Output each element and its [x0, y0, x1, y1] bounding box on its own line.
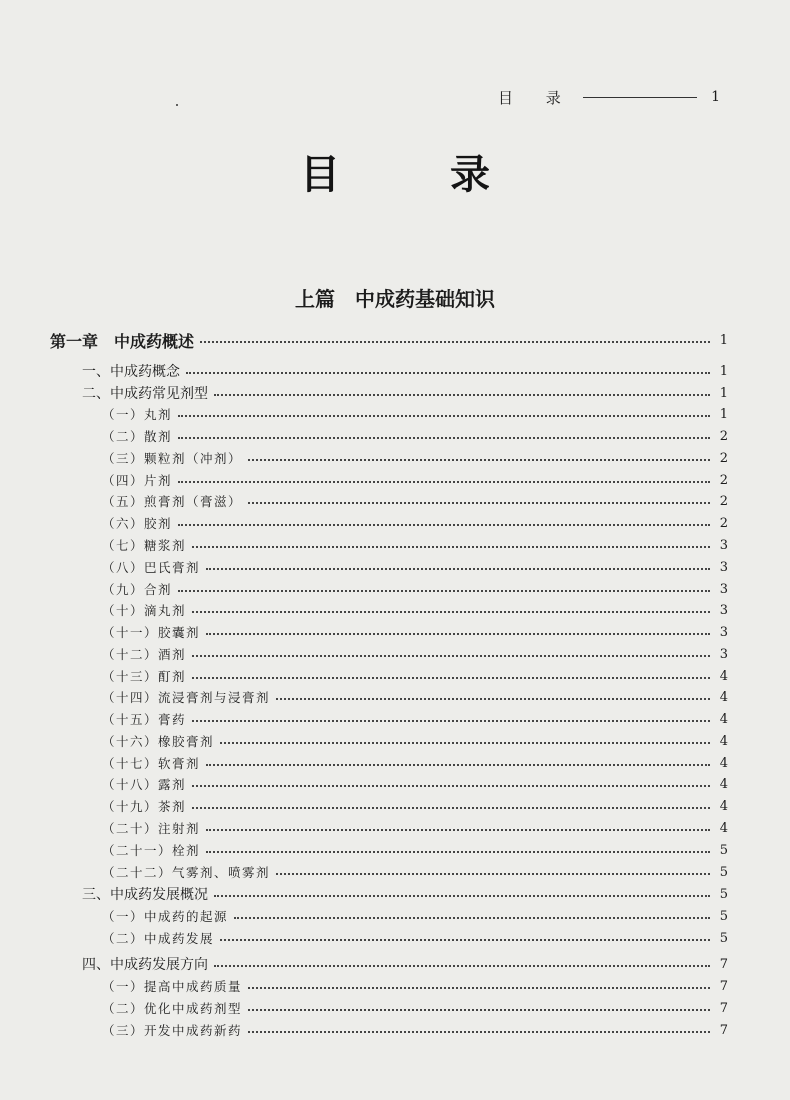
- toc-subsection-entry: [0, 998, 790, 1018]
- toc-subsection-entry: [0, 600, 790, 620]
- toc-entry-page-number: 4: [719, 668, 728, 684]
- toc-entry-label: （七）糖浆剂: [102, 538, 187, 553]
- toc-entry-label: （二）优化中成药剂型: [102, 1001, 243, 1016]
- toc-entry-label: （十九）茶剂: [102, 799, 187, 814]
- toc-entry-label: （十四）流浸膏剂与浸膏剂: [102, 690, 271, 705]
- toc-subsection-entry: [0, 622, 790, 642]
- toc-entry-page-number: 7: [719, 978, 728, 994]
- toc-entry-page-number: 3: [719, 559, 728, 575]
- toc-dot-leader: [178, 524, 710, 526]
- toc-dot-leader: [186, 372, 710, 374]
- toc-entry-page-number: 5: [719, 930, 728, 946]
- toc-entry-label: （八）巴氏膏剂: [102, 560, 201, 575]
- toc-entry-label: （五）煎膏剂（膏滋）: [102, 494, 243, 509]
- toc-dot-leader: [276, 873, 710, 875]
- toc-entry-label: 四、中成药发展方向: [82, 957, 208, 973]
- running-header-rule: [583, 97, 697, 98]
- toc-dot-leader: [192, 677, 710, 679]
- toc-subsection-entry: [0, 753, 790, 773]
- toc-dot-leader: [192, 720, 710, 722]
- running-header-page-number: 1: [711, 89, 720, 105]
- toc-subsection-entry: [0, 535, 790, 555]
- toc-dot-leader: [178, 415, 710, 417]
- toc-subsection-entry: [0, 709, 790, 729]
- toc-entry-page-number: 3: [719, 624, 728, 640]
- toc-dot-leader: [214, 895, 710, 897]
- toc-entry-page-number: 4: [719, 776, 728, 792]
- toc-dot-leader: [248, 1009, 710, 1011]
- toc-entry-label: （十五）膏药: [102, 712, 187, 727]
- toc-dot-leader: [248, 502, 710, 504]
- toc-entry-page-number: 7: [719, 1022, 728, 1038]
- toc-subsection-entry: [0, 687, 790, 707]
- toc-subsection-entry: [0, 928, 790, 948]
- toc-subsection-entry: [0, 557, 790, 577]
- toc-entry-label: 二、中成药常见剂型: [82, 386, 208, 402]
- toc-entry-label: （一）中成药的起源: [102, 909, 229, 924]
- toc-dot-leader: [206, 851, 710, 853]
- toc-entry-page-number: 7: [719, 1000, 728, 1016]
- toc-entry-page-number: 2: [719, 450, 728, 466]
- toc-entry-page-number: 2: [719, 472, 728, 488]
- toc-subsection-entry: [0, 666, 790, 686]
- toc-dot-leader: [192, 546, 710, 548]
- print-speck: [176, 104, 178, 106]
- toc-entry-page-number: 5: [719, 864, 728, 880]
- toc-dot-leader: [248, 459, 710, 461]
- toc-dot-leader: [192, 785, 710, 787]
- toc-dot-leader: [192, 611, 710, 613]
- toc-subsection-entry: [0, 1020, 790, 1040]
- toc-entry-page-number: 1: [719, 363, 728, 379]
- toc-subsection-entry: [0, 906, 790, 926]
- toc-entry-label: （十二）酒剂: [102, 647, 187, 662]
- toc-entry-label: （十三）酊剂: [102, 669, 187, 684]
- toc-entry-label: （十八）露剂: [102, 777, 187, 792]
- toc-entry-page-number: 7: [719, 956, 728, 972]
- toc-entry-page-number: 2: [719, 428, 728, 444]
- toc-dot-leader: [192, 655, 710, 657]
- toc-dot-leader: [220, 939, 710, 941]
- toc-entry-label: （十七）软膏剂: [102, 756, 201, 771]
- toc-dot-leader: [220, 742, 710, 744]
- toc-entry-label: 一、中成药概念: [82, 364, 180, 380]
- toc-entry-page-number: 4: [719, 755, 728, 771]
- toc-dot-leader: [206, 829, 710, 831]
- toc-dot-leader: [206, 764, 710, 766]
- toc-entry-page-number: 4: [719, 689, 728, 705]
- toc-subsection-entry: [0, 470, 790, 490]
- toc-section-entry: [0, 954, 790, 974]
- toc-entry-page-number: 2: [719, 515, 728, 531]
- toc-dot-leader: [178, 437, 710, 439]
- toc-subsection-entry: [0, 404, 790, 424]
- toc-subsection-entry: [0, 818, 790, 838]
- running-header-title: 目 录: [498, 88, 575, 107]
- toc-subsection-entry: [0, 513, 790, 533]
- toc-chapter-entry: [0, 330, 790, 350]
- toc-entry-page-number: 2: [719, 493, 728, 509]
- toc-subsection-entry: [0, 731, 790, 751]
- toc-section-entry: [0, 361, 790, 381]
- toc-entry-page-number: 3: [719, 602, 728, 618]
- toc-subsection-entry: [0, 976, 790, 996]
- page-title: 目 录: [300, 151, 538, 198]
- toc-entry-page-number: 4: [719, 820, 728, 836]
- toc-dot-leader: [214, 965, 710, 967]
- toc-subsection-entry: [0, 862, 790, 882]
- toc-subsection-entry: [0, 579, 790, 599]
- toc-entry-page-number: 3: [719, 537, 728, 553]
- part-title: 上篇 中成药基础知识: [295, 287, 495, 311]
- toc-subsection-entry: [0, 840, 790, 860]
- toc-dot-leader: [248, 1031, 710, 1033]
- toc-entry-page-number: 3: [719, 646, 728, 662]
- toc-entry-label: （二十二）气雾剂、喷雾剂: [102, 865, 271, 880]
- toc-entry-label: （十一）胶囊剂: [102, 625, 201, 640]
- toc-subsection-entry: [0, 448, 790, 468]
- toc-entry-label: （二）散剂: [102, 429, 173, 444]
- toc-subsection-entry: [0, 774, 790, 794]
- toc-dot-leader: [178, 481, 710, 483]
- toc-dot-leader: [178, 590, 710, 592]
- toc-dot-leader: [276, 698, 710, 700]
- toc-section-entry: [0, 884, 790, 904]
- toc-entry-page-number: 4: [719, 798, 728, 814]
- toc-entry-page-number: 1: [719, 332, 728, 348]
- toc-entry-label: （十六）橡胶膏剂: [102, 734, 215, 749]
- toc-entry-label: 三、中成药发展概况: [82, 887, 208, 903]
- toc-dot-leader: [192, 807, 710, 809]
- toc-entry-label: （四）片剂: [102, 473, 173, 488]
- toc-dot-leader: [234, 917, 710, 919]
- toc-subsection-entry: [0, 796, 790, 816]
- toc-entry-label: （二十一）栓剂: [102, 843, 201, 858]
- toc-entry-label: （二十）注射剂: [102, 821, 201, 836]
- toc-entry-label: 第一章 中成药概述: [50, 331, 195, 351]
- toc-entry-label: （三）颗粒剂（冲剂）: [102, 451, 243, 466]
- toc-dot-leader: [206, 568, 710, 570]
- toc-entry-label: （一）丸剂: [102, 407, 173, 422]
- toc-entry-page-number: 5: [719, 908, 728, 924]
- toc-entry-label: （二）中成药发展: [102, 931, 215, 946]
- toc-dot-leader: [214, 394, 710, 396]
- toc-subsection-entry: [0, 426, 790, 446]
- toc-dot-leader: [248, 987, 710, 989]
- toc-entry-page-number: 1: [719, 385, 728, 401]
- toc-entry-page-number: 4: [719, 733, 728, 749]
- toc-entry-label: （十）滴丸剂: [102, 603, 187, 618]
- toc-entry-label: （一）提高中成药质量: [102, 979, 243, 994]
- toc-entry-page-number: 5: [719, 886, 728, 902]
- toc-section-entry: [0, 383, 790, 403]
- running-header: [498, 86, 720, 108]
- toc-entry-label: （六）胶剂: [102, 516, 173, 531]
- toc-dot-leader: [200, 341, 710, 343]
- toc-entry-label: （三）开发中成药新药: [102, 1023, 243, 1038]
- toc-subsection-entry: [0, 491, 790, 511]
- toc-entry-page-number: 4: [719, 711, 728, 727]
- toc-entry-page-number: 1: [719, 406, 728, 422]
- toc-entry-page-number: 3: [719, 581, 728, 597]
- toc-entry-page-number: 5: [719, 842, 728, 858]
- toc-dot-leader: [206, 633, 710, 635]
- toc-subsection-entry: [0, 644, 790, 664]
- toc-entry-label: （九）合剂: [102, 582, 173, 597]
